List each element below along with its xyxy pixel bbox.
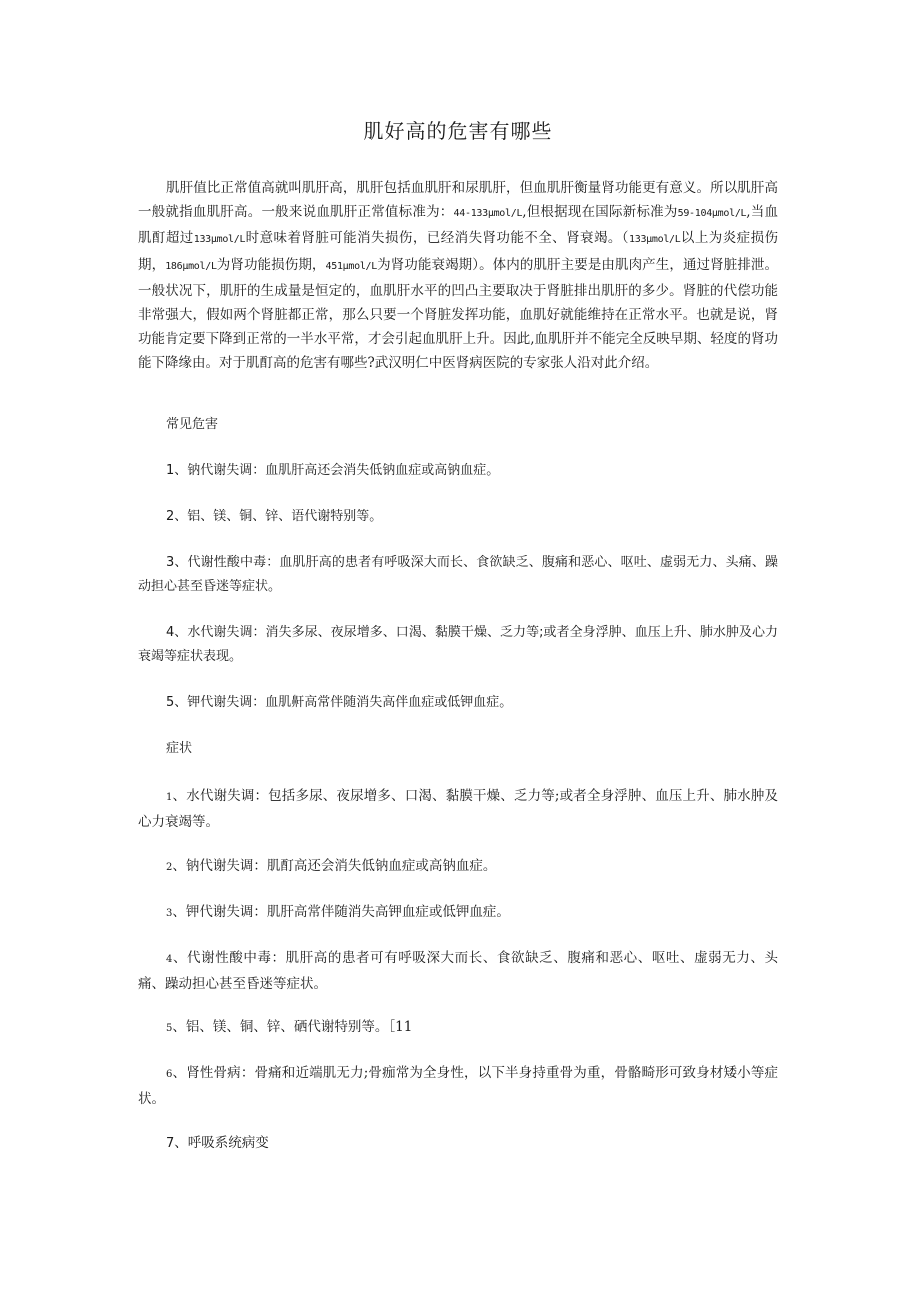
list-item-text: 、肾性骨病：骨痛和近端肌无力;骨痂常为全身性，以下半身持重骨为重，骨骼畸形可致身材矮小等症状。	[138, 1065, 778, 1107]
intro-value-2: 59-104μmol/L	[677, 208, 747, 220]
intro-value-5: 186μmol/L	[165, 260, 217, 272]
intro-value-6: 451μmol/L	[325, 260, 378, 272]
list-item-text: 、水代谢失调：消失多尿、夜尿增多、口渴、黏膜干燥、乏力等;或者全身浮肿、血压上升、肺水肿及心力衰竭等症状表现。	[138, 625, 778, 664]
list-item	[138, 691, 778, 715]
section-heading-symptoms: 症状	[166, 741, 193, 756]
list-item-text: 、呼吸系统病变	[174, 1135, 269, 1151]
list-item-number: 2	[166, 862, 173, 873]
intro-text-3: ,当血肌酊超过	[138, 204, 778, 247]
list-item	[138, 551, 778, 599]
list-item	[138, 505, 778, 529]
list-item	[138, 854, 778, 880]
list-item-number: 3	[166, 555, 175, 570]
intro-text-1: 肌肝值比正常值高就叫肌肝高，肌肝包括血肌肝和尿肌肝，但血肌肝衡量肾功能更有意义。所以肌肝高一般就指血肌肝高。一般来说血肌肝正常值标准为：	[138, 180, 778, 221]
list-item-number: 7	[166, 1136, 175, 1151]
intro-text-4: 时意味着肾脏可能消失损伤，已经消失肾功能不全、肾衰竭。（	[245, 230, 629, 247]
intro-paragraph	[138, 176, 778, 376]
list-item	[138, 459, 778, 483]
list-item-text: 、钾代谢失调：肌肝高常伴随消失高钾血症或低钾血症。	[172, 904, 510, 920]
list-item	[138, 784, 778, 834]
list-item-text: 、铝、镁、铜、锌、语代谢特别等。	[174, 509, 383, 524]
list-item-text: 、钠代谢失调：肌酊高还会消失低钠血症或高钠血症。	[172, 858, 497, 874]
intro-text-6: 为肾功能损伤期，	[216, 256, 326, 273]
list-item-number: 2	[166, 509, 175, 524]
intro-value-4: 133μmol/L	[629, 234, 681, 246]
intro-text-7: 为肾功能衰竭期）。体内的肌肝主要是由肌肉产生，通过肾脏排泄。一般状况下，肌肝的生成量是恒定的，血肌肝水平的凹凸主要取决于肾脏排出肌肝的多少。肾脏的代偿功能非常强大，假如两个肾脏都正常，那么只要一个肾脏发挥功能，血肌好就能维持在正常水平。也就是说，肾功能肯定要下降到正常的一半水平常，才会引起血肌肝上升。因此,血肌肝并不能完全反映早期、轻度的肾功能下降缘由。对于肌酊高的危害有哪些?武汉明仁中医肾病医院的专家张人沿对此介绍。	[138, 256, 779, 372]
list-item-number: 1	[166, 463, 175, 478]
list-item-text: 、钠代谢失调：血肌肝高还会消失低钠血症或高钠血症。	[174, 463, 500, 478]
list-item-text: 、铝、镁、铜、锌、硒代谢特别等。［11	[172, 1019, 413, 1035]
list-item	[138, 1061, 778, 1111]
list-item-number: 5	[166, 695, 175, 710]
list-item-number: 4	[166, 625, 175, 640]
list-item-text: 、水代谢失调：包括多尿、夜尿增多、口渴、黏膜干燥、乏力等;或者全身浮肿、血压上升、肺水肿及心力衰竭等。	[138, 788, 778, 830]
list-item-number: 6	[166, 1069, 173, 1080]
list-item-number: 1	[166, 792, 173, 803]
list-item-text: 、代谢性酸中毒：血肌肝高的患者有呼吸深大而长、食欲缺乏、腹痛和恶心、呕吐、虚弱无力、头痛、躁动担心甚至昏迷等症状。	[138, 555, 778, 594]
list-item	[138, 946, 778, 996]
list-item	[138, 900, 778, 926]
list-item	[138, 1131, 778, 1156]
intro-text-2: ,但根据现在国际新标准为	[522, 204, 678, 221]
list-item-number: 5	[166, 1023, 173, 1034]
list-item	[138, 1015, 778, 1041]
list-item-text: 、代谢性酸中毒：肌肝高的患者可有呼吸深大而长、食欲缺乏、腹痛和恶心、呕吐、虚弱无力、头痛、躁动担心甚至昏迷等症状。	[138, 950, 778, 992]
list-item	[138, 621, 778, 669]
intro-value-3: 133μmol/L	[193, 234, 246, 246]
list-item-number: 3	[166, 908, 173, 919]
intro-value-1: 44-133μmol/L	[453, 208, 523, 220]
intro-text-5: 以上为炎症损伤期，	[138, 230, 779, 273]
section-heading-common-harms: 常见危害	[166, 417, 219, 432]
list-item-text: 、钾代谢失调：血肌鼾高常伴随消失高伴血症或低钾血症。	[174, 695, 513, 710]
page-title: 肌好高的危害有哪些	[363, 119, 553, 143]
list-item-number: 4	[166, 954, 173, 965]
